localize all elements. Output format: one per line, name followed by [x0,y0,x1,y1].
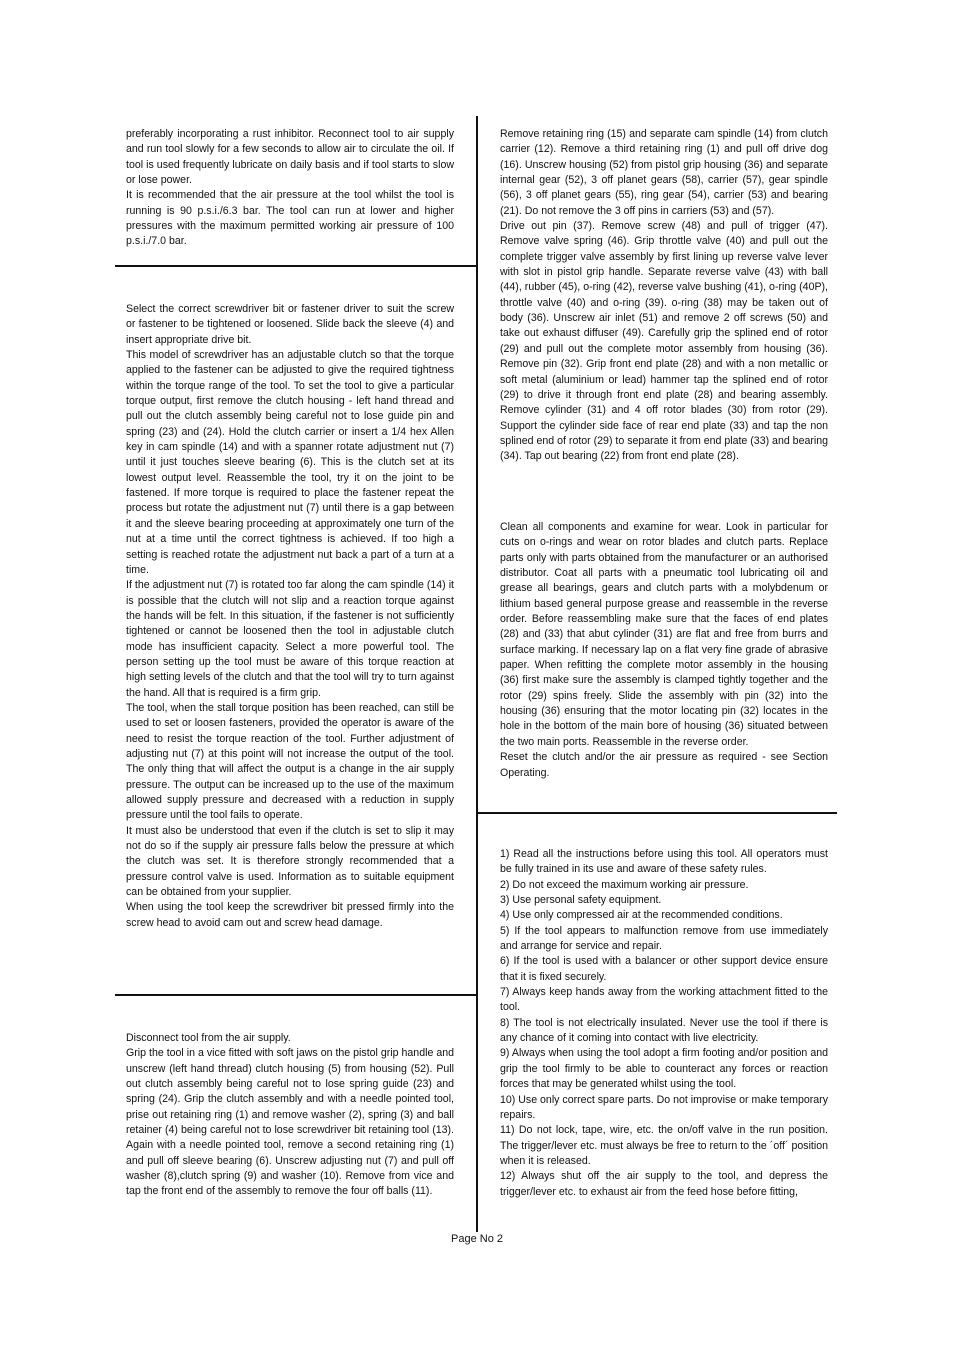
lubrication-section [126,127,454,250]
safety-rule: 3) Use personal safety equipment. [500,894,662,907]
page-number: Page No 2 [451,1233,503,1245]
paragraph: Drive out pin (37). Remove screw (48) and pull of trigger (47). Remove valve spring (46). Grip throttle valve (40) and pull out the complete trigger valve assembly by first lining up reverse valve lever with slot in pistol grip handle. Separate reverse valve (43) with ball (44), rubber (45), o-ring (42), reverse valve bushing (41), o-ring (40P), throttle valve (40) and o-ring (39). o-ring (38) may be taken out of body (36). Unscrew air inlet (51) and remove 2 off screws (50) and take out exhaust diffuser (49). Carefully grip the splined end of rotor (29) and pull out the complete motor assembly from housing (36). Remove pin (32). Grip front end plate (28) and with a non metallic or soft metal (aluminium or lead) hammer tap the splined end of rotor (29) to drive it through front end plate (28) and bearing assembly. Remove cylinder (31) and 4 off rotor blades (30) from rotor (29). Support the cylinder side face of rear end plate (33) and tap the non splined end of rotor (29) to separate it from end plate (33) and bearing (34). Tap out bearing (22) from front end plate (28). [500,220,829,463]
safety-rule: 1) Read all the instructions before using this tool. All operators must be fully trained in its use and aware of these safety rules. [500,848,828,876]
safety-rule: 8) The tool is not electrically insulated. Never use the tool if there is any chance of it coming into contact with live electricity. [500,1016,828,1045]
dismantling-section [126,1031,454,1200]
paragraph: The tool, when the stall torque position has been reached, can still be used to set or loosen fasteners, provided the operator is aware of the need to resist the torque reaction of the tool. Further adjustment of adjusting nut (7) at this point will not increase the output of the tool. The only thing that will affect the output is a change in the air supply pressure. The output can be increased up to the use of the maximum allowed supply pressure and decreased with a reduction in supply pressure until the tool fails to operate. [126,701,454,822]
reassembly-section [500,520,828,781]
paragraph: When using the tool keep the screwdriver bit pressed firmly into the screw head to avoid cam out and screw head damage. [126,901,454,929]
safety-rule: 6) If the tool is used with a balancer or other support device ensure that it is fixed securely. [500,955,828,983]
safety-rules-section [500,847,828,1200]
paragraph: Clean all components and examine for wear. Look in particular for cuts on o-rings and wear on rotor blades and clutch parts. Replace parts only with parts obtained from the manufacturer or an authorised distributor. Coat all parts with a pneumatic tool lubricating oil and grease all bearings, gears and clutch parts with a molybdenum or lithium based general purpose grease and reassemble in the reverse order. Before reassembling make sure that the faces of end plates (28) and (33) that abut cylinder (31) are flat and free from burrs and surface marking. If necessary lap on a flat very fine grade of abrasive paper. When refitting the complete motor assembly in the housing (36) first make sure the assembly is clamped tightly together and the rotor (29) spins freely. Slide the assembly with pin (32) into the housing (36) ensuring that the motor locating pin (32) locates in the hole in the bottom of the main bore of housing (36) situated between the two main ports. Reassemble in the reverse order. [500,521,828,748]
section-divider-left-2 [115,994,476,996]
safety-rule: 12) Always shut off the air supply to the tool, and depress the trigger/lever etc. to exhaust air from the feed hose before fitting, [500,1170,828,1198]
safety-rule: 11) Do not lock, tape, wire, etc. the on/off valve in the run position. The trigger/lever etc. must always be free to return to the ´off´ position when it is released. [500,1124,828,1167]
safety-rule: 10) Use only correct spare parts. Do not improvise or make temporary repairs. [500,1093,828,1121]
paragraph: This model of screwdriver has an adjustable clutch so that the torque applied to the fastener can be adjusted to give the required tightness within the torque range of the tool. To set the tool to give a particular torque output, first remove the clutch housing - left hand thread and pull out the clutch assembly being careful not to lose guide pin and spring (23) and (24). Hold the clutch carrier or insert a 1/4 hex Allen key in cam spindle (14) and with a spanner rotate adjustment nut (7) until it just touches sleeve bearing (6). This is the clutch set at its lowest output level. Reassemble the tool, try it on the joint to be fastened. If more torque is required to place the fastener repeat the process but rotate the adjustment nut (7) until there is a gap between it and the sleeve bearing proceeding at approximately one turn of the nut at a time until the correct tightness is achieved. If too high a setting is reached rotate the adjustment nut back a part of a turn at a time. [126,349,454,576]
safety-rule: 2) Do not exceed the maximum working air pressure. [500,878,749,891]
operating-section [126,302,454,931]
column-divider [476,116,478,1232]
paragraph: Disconnect tool from the air supply. [126,1032,291,1044]
paragraph: Select the correct screwdriver bit or fastener driver to suit the screw or fastener to be tightened or loosened. Slide back the sleeve (4) and insert appropriate drive bit. [126,303,454,346]
section-divider-right-1 [478,812,837,814]
safety-rule: 7) Always keep hands away from the working attachment fitted to the tool. [500,986,828,1014]
paragraph: If the adjustment nut (7) is rotated too far along the cam spindle (14) it is possible that the clutch will not slip and a reaction torque against the hands will be felt. In this situation, if the fastener is not sufficiently tightened or cannot be loosened then the tool in adjustable clutch mode has insufficient capacity. Select a more powerful tool. The person setting up the tool must be aware of this torque reaction at high setting levels of the clutch and that the tool will try to turn against the hand. All that is required is a firm grip. [126,579,454,699]
paragraph: It must also be understood that even if the clutch is set to slip it may not do so if the supply air pressure falls below the pressure at which the clutch was set. It is therefore strongly recommended that a pressure control valve is used. Information as to suitable equipment can be obtained from your supplier. [126,824,454,899]
safety-rule: 5) If the tool appears to malfunction remove from use immediately and arrange for service and repair. [500,924,828,953]
safety-rule: 9) Always when using the tool adopt a firm footing and/or position and grip the tool firmly to be able to counteract any forces or reaction forces that may be generated whilst using the tool. [500,1047,828,1091]
dismantling-continued-section [500,127,828,465]
paragraph: Reset the clutch and/or the air pressure as required - see Section Operating. [500,751,828,779]
paragraph: Remove retaining ring (15) and separate cam spindle (14) from clutch carrier (12). Remove a third retaining ring (1) and pull off drive dog (16). Unscrew housing (52) from pistol grip housing (36) and separate internal gear (52), 3 off planet gears (58), carrier (57), gear spindle (56), 3 off planet gears (55), ring gear (54), carrier (53) and bearing (21). Do not remove the 3 off pins in carriers (53) and (57). [500,128,828,217]
paragraph: preferably incorporating a rust inhibitor. Reconnect tool to air supply and run tool slowly for a few seconds to allow air to circulate the oil. If tool is used frequently lubricate on daily basis and if tool starts to slow or lose power. [126,128,454,187]
paragraph: Grip the tool in a vice fitted with soft jaws on the pistol grip handle and unscrew (left hand thread) clutch housing (5) from housing (52). Pull out clutch assembly being careful not to lose spring guide (23) and spring (24). Grip the clutch assembly and with a needle pointed tool, prise out retaining ring (1) and remove washer (2), spring (3) and ball retainer (4) being careful not to lose screwdriver bit retaining tool (13). Again with a needle pointed tool, remove a second retaining ring (1) and pull off sleeve bearing (6). Unscrew adjusting nut (7) and pull off washer (8),clutch spring (9) and washer (10). Remove from vice and tap the front end of the assembly to remove the four off balls (11). [126,1047,454,1198]
paragraph: It is recommended that the air pressure at the tool whilst the tool is running is 90 p.s.i./6.3 bar. The tool can run at lower and higher pressures with the maximum permitted working air pressure of 100 p.s.i./7.0 bar. [126,189,454,248]
section-divider-left-1 [115,265,476,267]
safety-rule: 4) Use only compressed air at the recommended conditions. [500,909,783,922]
